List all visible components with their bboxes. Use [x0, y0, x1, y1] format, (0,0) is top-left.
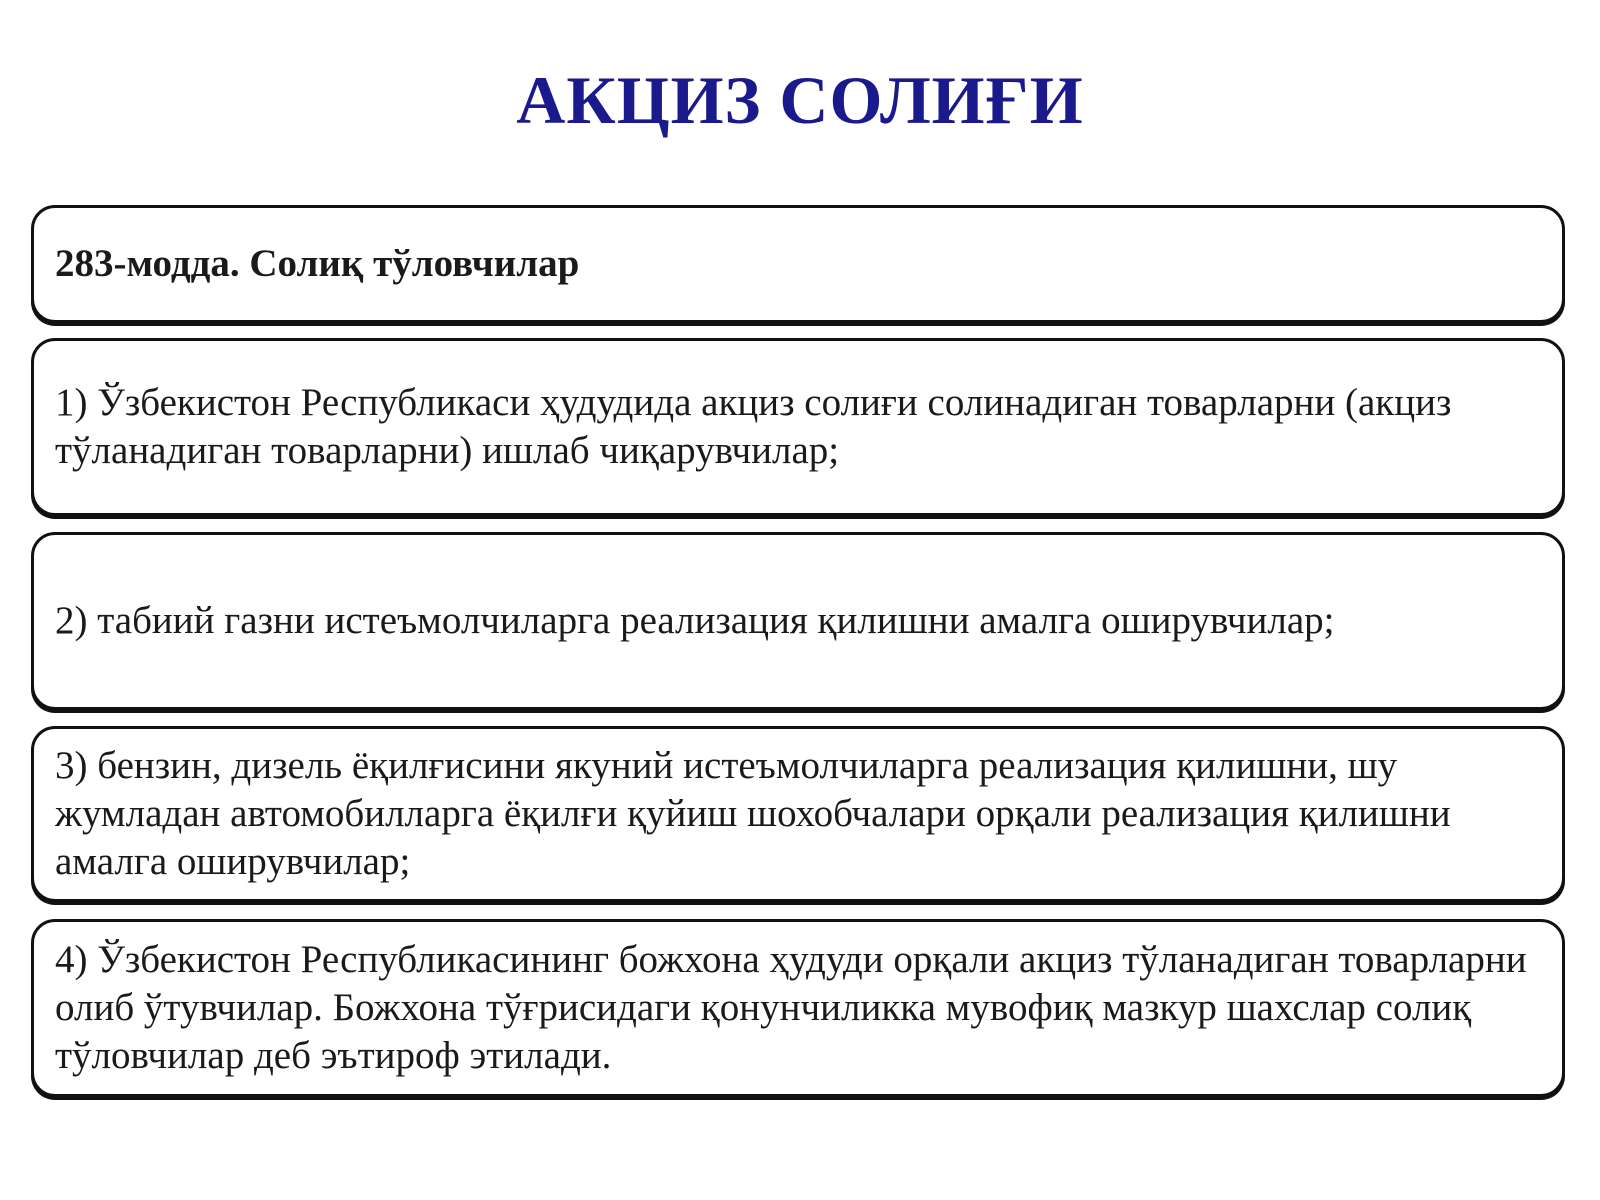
- list-item-text: 2) табиий газни истеъмолчиларга реализация қилишни амалга оширувчилар;: [55, 599, 1335, 642]
- list-item-text: 4) Ўзбекистон Республикасининг божхона ҳудуди орқали акциз тўланадиган товарларни олиб ўтувчилар. Божхона тўғрисидаги қонунчиликка мувофиқ мазкур шахслар солиқ тўловчилар деб эътироф этилади.: [55, 938, 1527, 1077]
- article-header-text: 283-модда. Солиқ тўловчилар: [55, 242, 580, 285]
- list-item: [31, 919, 1565, 1097]
- list-item: [31, 532, 1565, 710]
- list-item: [31, 338, 1565, 516]
- page-title: АКЦИЗ СОЛИҒИ: [516, 62, 1084, 138]
- article-header-box: [31, 205, 1565, 323]
- list-item: [31, 726, 1565, 902]
- list-item-text: 3) бензин, дизель ёқилғисини якуний истеъмолчиларга реализация қилишни, шу жумладан автомобилларга ёқилғи қуйиш шохобчалари орқали реализация қилишни амалга оширувчилар;: [55, 744, 1451, 883]
- list-item-text: 1) Ўзбекистон Республикаси ҳудудида акциз солиғи солинадиган товарларни (акциз тўланадиган товарларни) ишлаб чиқарувчилар;: [55, 381, 1452, 472]
